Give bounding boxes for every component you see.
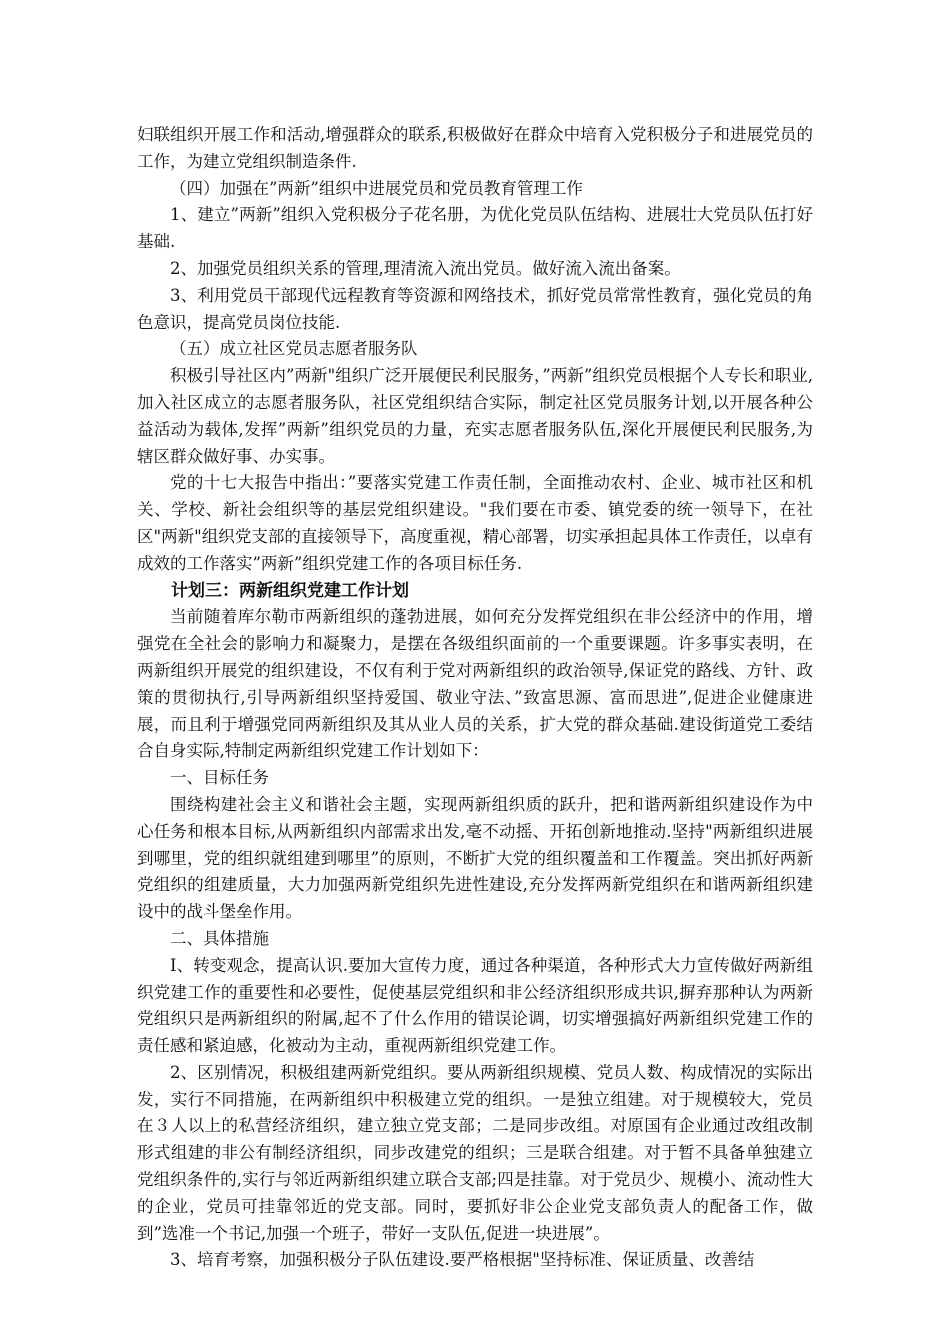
body-paragraph: 一、目标任务 [170,768,269,788]
body-paragraph: 积极引导社区内”两新"组织广泛开展便民利民服务，”两新”组织党员根据个人专长和职业,加入社区成立的志愿者服务队，社区党组织结合实际，制定社区党员服务计划,以开展各种公益活动为载体,发挥”两新”组织党员的力量，充实志愿者服务队伍,深化开展便民利民服务,为辖区群众做好事、办实事。 [137,366,813,466]
body-paragraph: 二、具体措施 [170,928,269,948]
body-paragraph: （四）加强在”两新”组织中进展党员和党员教育管理工作 [170,178,583,198]
body-paragraph: 党的十七大报告中指出：”要落实党建工作责任制，全面推动农村、企业、城市社区和机关、学校、新社会组织等的基层党组织建设。"我们要在市委、镇党委的统一领导下，在社区"两新"组织党支部的直接领导下，高度重视，精心部署，切实承担起具体工作责任，以卓有成效的工作落实”两新”组织党建工作的各项目标任务. [137,473,813,573]
body-paragraph: （五）成立社区党员志愿者服务队 [170,339,418,359]
body-paragraph: 3、利用党员干部现代远程教育等资源和网络技术，抓好党员常常性教育，强化党员的角色意识，提高党员岗位技能. [137,285,813,332]
body-paragraph: 当前随着库尔勒市两新组织的蓬勃进展，如何充分发挥党组织在非公经济中的作用，增强党在全社会的影响力和凝聚力，是摆在各级组织面前的一个重要课题。许多事实表明，在两新组织开展党的组织建设，不仅有利于党对两新组织的政治领导,保证党的路线、方针、政策的贯彻执行,引导两新组织坚持爱国、敬业守法、”致富思源、富而思进”,促进企业健康进展，而且利于增强党同两新组织及其从业人员的关系，扩大党的群众基础.建设街道党工委结合自身实际,特制定两新组织党建工作计划如下： [137,607,813,761]
section-heading: 计划三：两新组织党建工作计划 [171,580,409,601]
body-paragraph: 围绕构建社会主义和谐社会主题，实现两新组织质的跃升，把和谐两新组织建设作为中心任务和根本目标,从两新组织内部需求出发,毫不动摇、开拓创新地推动.坚持"两新组织进展到哪里，党的组织就组建到哪里”的原则，不断扩大党的组织覆盖和工作覆盖。突出抓好两新党组织的组建质量，大力加强两新党组织先进性建设,充分发挥两新党组织在和谐两新组织建设中的战斗堡垒作用。 [137,794,813,922]
document-page [137,122,813,1274]
body-paragraph: 2、区别情况，积极组建两新党组织。要从两新组织规模、党员人数、构成情况的实际出发，实行不同措施，在两新组织中积极建立党的组织。一是独立组建。对于规模较大，党员在３人以上的私营经济组织，建立独立党支部；二是同步改组。对原国有企业通过改组改制形式组建的非公有制经济组织，同步改建党的组织；三是联合组建。对于暂不具备单独建立党组织条件的,实行与邻近两新组织建立联合支部;四是挂靠。对于党员少、规模小、流动性大的企业，党员可挂靠邻近的党支部。同时，要抓好非公企业党支部负责人的配备工作，做到”选准一个书记,加强一个班子，带好一支队伍,促进一块进展”。 [137,1062,813,1243]
body-paragraph: I、转变观念，提高认识.要加大宣传力度，通过各种渠道，各种形式大力宣传做好两新组织党建工作的重要性和必要性，促使基层党组织和非公经济组织形成共识,摒弃那种认为两新党组织只是两新组织的附属,起不了什么作用的错误论调，切实增强搞好两新组织党建工作的责任感和紧迫感，化被动为主动，重视两新组织党建工作。 [137,955,813,1056]
body-paragraph: 妇联组织开展工作和活动,增强群众的联系,积极做好在群众中培育入党积极分子和进展党员的工作，为建立党组织制造条件. [137,125,813,171]
body-paragraph: 3、培育考察，加强积极分子队伍建设.要严格根据"坚持标准、保证质量、改善结 [170,1250,755,1270]
body-paragraph: 1、建立”两新”组织入党积极分子花名册，为优化党员队伍结构、进展壮大党员队伍打好基础. [137,205,813,252]
body-paragraph: 2、加强党员组织关系的管理,理清流入流出党员。做好流入流出备案。 [170,258,681,278]
